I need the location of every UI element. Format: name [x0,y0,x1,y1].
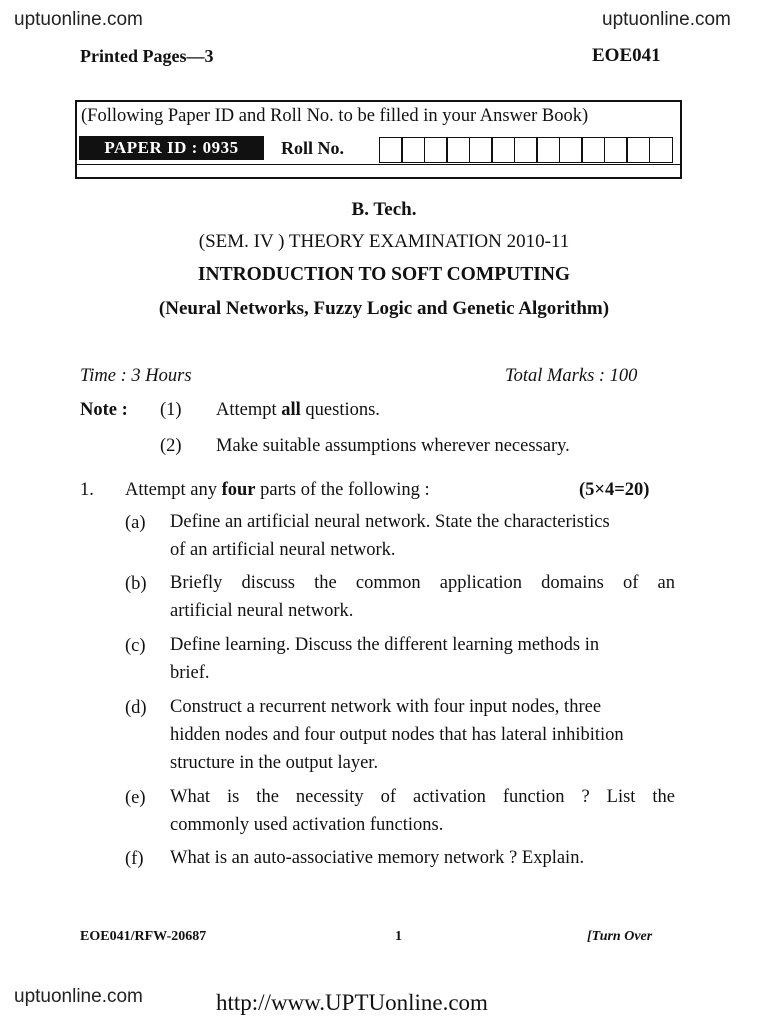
footer-code: EOE041/RFW-20687 [80,929,207,944]
part-label: (a) [125,513,146,533]
part-c-line-1: Define learning. Discuss the different learning methods in [170,635,600,655]
roll-no-label: Roll No. [281,138,344,158]
part-e-line-2: commonly used activation functions. [170,815,444,835]
watermark-bottom-url[interactable]: http://www.UPTUonline.com [216,990,488,1015]
roll-no-box[interactable] [604,137,628,163]
part-label: (b) [125,574,147,594]
roll-no-boxes [380,137,673,163]
note-label: Note : [80,400,128,420]
part-label: (c) [125,636,146,656]
roll-no-box[interactable] [626,137,650,163]
part-d-line-1: Construct a recurrent network with four input nodes, three [170,697,602,717]
part-d-line-2: hidden nodes and four output nodes that has lateral inhibition [170,725,624,745]
part-label: (f) [125,849,144,869]
time-allowed: Time : 3 Hours [80,366,192,386]
degree-title: B. Tech. [351,199,417,220]
id-box-divider [77,164,680,165]
part-b-line-1: Briefly discuss the common application domains of an [170,573,675,593]
part-c-line-2: brief. [170,663,210,683]
part-b-line-2: artificial neural network. [170,601,354,621]
exam-title: (SEM. IV ) THEORY EXAMINATION 2010-11 [198,231,570,252]
note-1-number: (1) [160,400,182,420]
part-label: (e) [125,788,146,808]
paper-code: EOE041 [592,45,661,66]
question-number: 1. [80,480,94,500]
roll-no-box[interactable] [424,137,448,163]
question-marks: (5×4=20) [579,480,650,500]
roll-no-box[interactable] [401,137,425,163]
page-number: 1 [395,929,402,944]
note-2-number: (2) [160,436,182,456]
question-instruction: Attempt any four parts of the following : [125,480,430,500]
turn-over: [Turn Over [587,929,653,944]
watermark-bottom-left: uptuonline.com [14,986,143,1007]
note-2-text: Make suitable assumptions wherever necessary. [216,436,570,456]
id-box-note: (Following Paper ID and Roll No. to be filled in your Answer Book) [81,106,589,126]
roll-no-box[interactable] [514,137,538,163]
roll-no-box[interactable] [649,137,673,163]
roll-no-box[interactable] [536,137,560,163]
roll-no-box[interactable] [446,137,470,163]
paper-id-box [75,100,682,179]
roll-no-box[interactable] [469,137,493,163]
roll-no-box[interactable] [379,137,403,163]
part-label: (d) [125,698,147,718]
subject-title: INTRODUCTION TO SOFT COMPUTING [197,264,571,285]
watermark-top-left: uptuonline.com [14,9,143,30]
note-1-text: Attempt all questions. [216,400,380,420]
part-f-line-1: What is an auto-associative memory network ? Explain. [170,848,585,868]
subject-subtitle: (Neural Networks, Fuzzy Logic and Genetic Algorithm) [158,298,610,319]
total-marks: Total Marks : 100 [505,366,638,386]
part-d-line-3: structure in the output layer. [170,753,379,773]
part-a-line-1: Define an artificial neural network. State the characteristics [170,512,610,532]
paper-id-label: PAPER ID : 0935 [79,136,264,160]
roll-no-box[interactable] [581,137,605,163]
part-e-line-1: What is the necessity of activation function ? List the [170,787,675,807]
watermark-top-right: uptuonline.com [602,9,731,30]
part-a-line-2: of an artificial neural network. [170,540,396,560]
printed-pages: Printed Pages—3 [80,46,214,66]
roll-no-box[interactable] [491,137,515,163]
roll-no-box[interactable] [559,137,583,163]
